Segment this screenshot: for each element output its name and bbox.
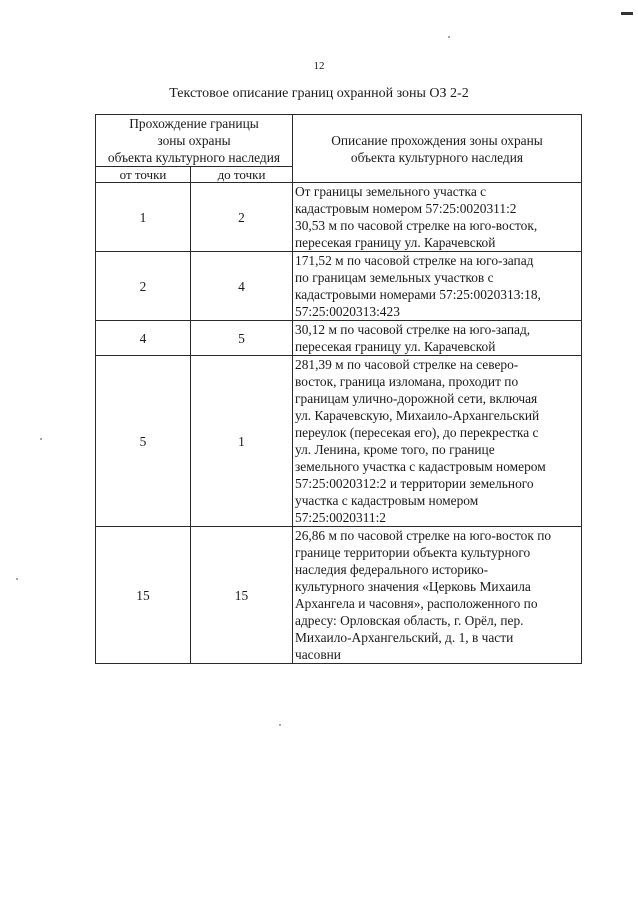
description-cell: 30,12 м по часовой стрелке на юго-запад, пересекая границу ул. Карачевской	[293, 321, 582, 356]
table-row	[96, 356, 582, 527]
table-row	[96, 183, 582, 252]
to-point-cell: 4	[191, 252, 293, 321]
page-number: 12	[313, 60, 325, 72]
from-point-cell: 15	[96, 527, 191, 664]
to-point-cell: 5	[191, 321, 293, 356]
from-point-cell: 4	[96, 321, 191, 356]
table-row	[96, 252, 582, 321]
scan-speck	[40, 438, 42, 440]
from-point-cell: 2	[96, 252, 191, 321]
table-row	[96, 527, 582, 664]
to-point-cell: 1	[191, 356, 293, 527]
description-cell: 171,52 м по часовой стрелке на юго-запад по границам земельных участков с кадастровыми номерами 57:25:0020313:18, 57:25:0020313:423	[293, 252, 582, 321]
table-row	[96, 321, 582, 356]
description-cell: От границы земельного участка с кадастровым номером 57:25:0020311:2 30,53 м по часовой стрелке на юго-восток, пересекая границу ул. Карачевской	[293, 183, 582, 252]
header-boundary-passage: Прохождение границы зоны охраны объекта культурного наследия	[96, 115, 293, 167]
header-to-point: до точки	[191, 167, 293, 183]
scan-speck	[448, 36, 450, 38]
header-description: Описание прохождения зоны охраны объекта культурного наследия	[293, 115, 582, 183]
to-point-cell: 15	[191, 527, 293, 664]
page-title: Текстовое описание границ охранной зоны ОЗ 2-2	[169, 86, 469, 101]
scan-speck	[279, 724, 281, 726]
scan-mark	[621, 12, 633, 15]
from-point-cell: 1	[96, 183, 191, 252]
to-point-cell: 2	[191, 183, 293, 252]
header-from-point: от точки	[96, 167, 191, 183]
description-cell: 281,39 м по часовой стрелке на северо- восток, граница изломана, проходит по границам улично-дорожной сети, включая ул. Карачевскую, Михаило-Архангельский переулок (пересекая его), до перекрестка с ул. Ленина, кроме того, по границе земельного участка с кадастровым номером 57:25:0020312:2 и территории земельного участка с кадастровым номером 57:25:0020311:2	[293, 356, 582, 527]
description-cell: 26,86 м по часовой стрелке на юго-восток по границе территории объекта культурного наследия федерального историко- культурного значения «Церковь Михаила Архангела и часовня», расположенного по адресу: Орловская область, г. Орёл, пер. Михаило-Архангельский, д. 1, в части часовни	[293, 527, 582, 664]
from-point-cell: 5	[96, 356, 191, 527]
boundary-table	[95, 114, 582, 664]
scan-speck	[16, 578, 18, 580]
